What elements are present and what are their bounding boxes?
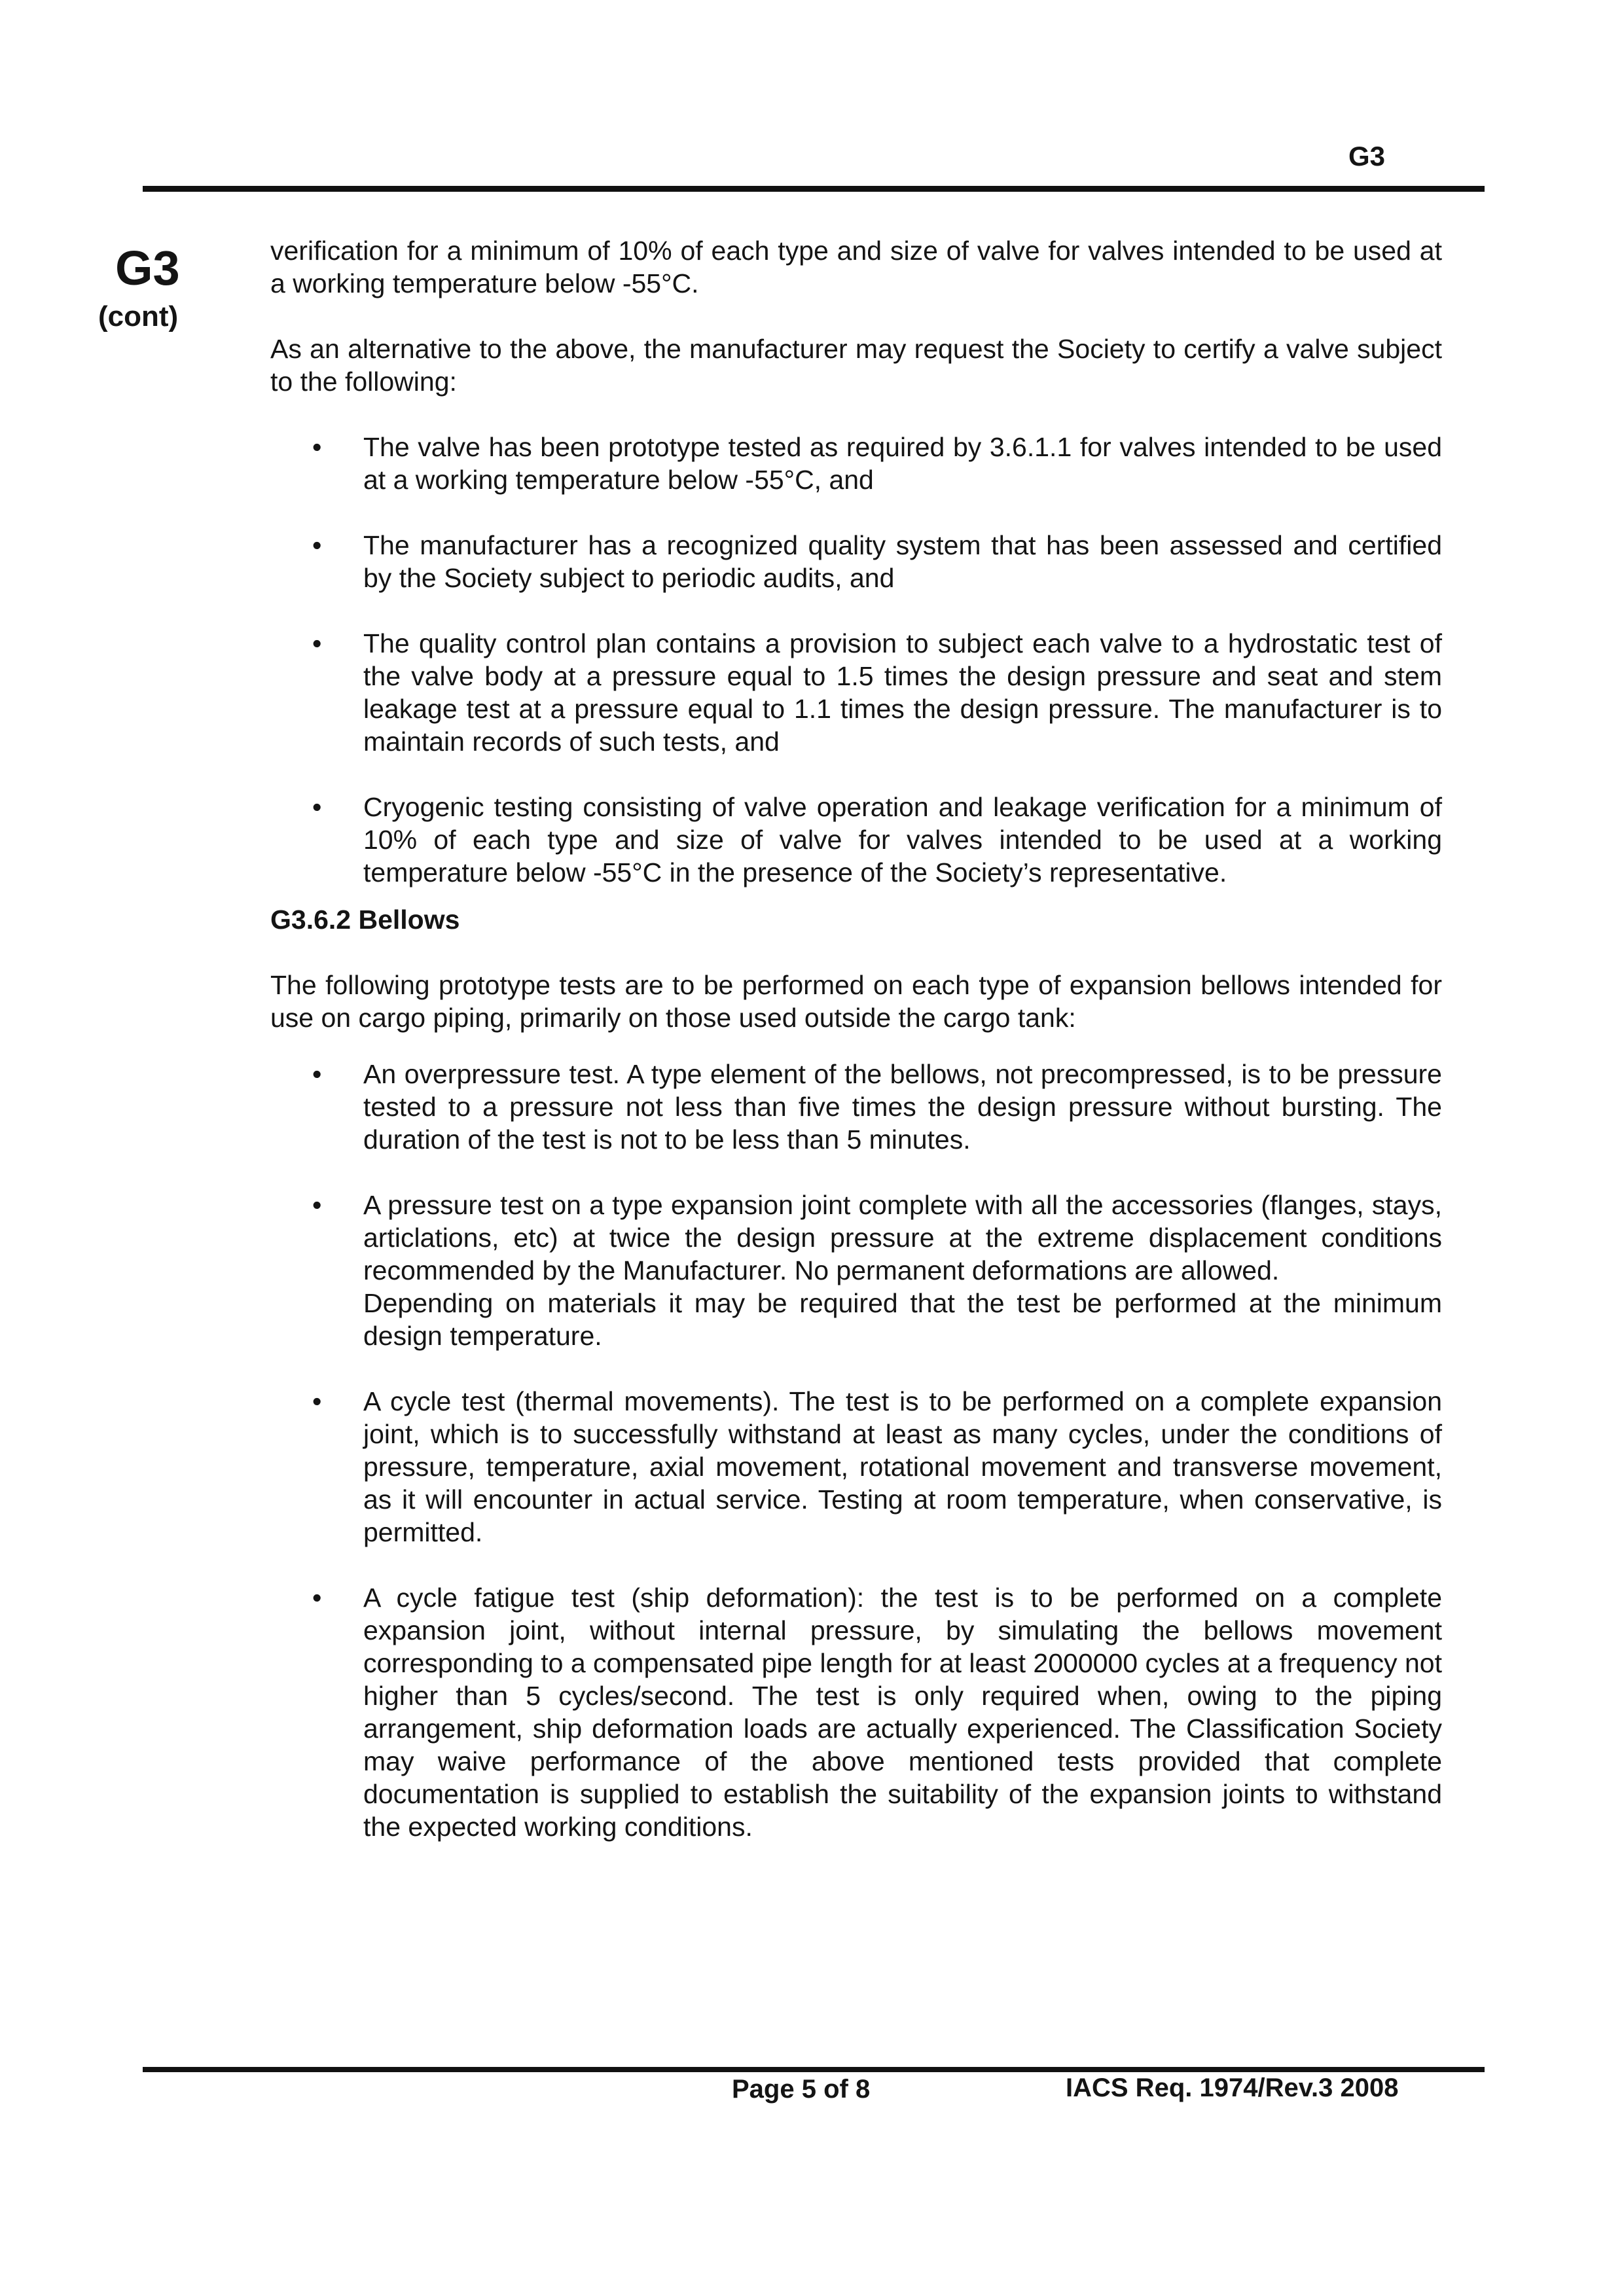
list-item <box>270 1189 1442 1352</box>
margin-section-code: G3 <box>115 241 180 295</box>
document-body <box>270 234 1442 1843</box>
bullet-icon: • <box>312 1059 322 1089</box>
bullet-icon: • <box>312 530 322 560</box>
alternative-paragraph: As an alternative to the above, the manufacturer may request the Society to certify a valve subject to the following: <box>270 334 1442 397</box>
list-item-text: The quality control plan contains a provision to subject each valve to a hydrostatic test of the valve body at a pressure equal to 1.5 times the design pressure and seat and stem leakage test at a pressure equal to 1.1 times the design pressure. The manufacturer is to maintain records of such tests, and <box>363 628 1442 757</box>
list-item <box>270 1385 1442 1549</box>
bellows-tests-list <box>270 1058 1442 1843</box>
section-heading-bellows: G3.6.2 Bellows <box>270 905 460 935</box>
list-item-text: Cryogenic testing consisting of valve operation and leakage verification for a minimum of 10% of each type and size of valve for valves intended to be used at a working temperature below -55°C in the presence of the Society’s representative. <box>363 792 1442 888</box>
list-item-text: The valve has been prototype tested as required by 3.6.1.1 for valves intended to be used at a working temperature below -55°C, and <box>363 432 1442 495</box>
bullet-icon: • <box>312 432 322 462</box>
list-item-subparagraph: Depending on materials it may be required that the test be performed at the minimum design temperature. <box>363 1288 1442 1351</box>
page-number: Page 5 of 8 <box>732 2075 871 2104</box>
list-item-text: The manufacturer has a recognized quality system that has been assessed and certified by the Society subject to periodic audits, and <box>363 530 1442 593</box>
list-item <box>270 431 1442 496</box>
header-rule <box>143 186 1485 192</box>
document-reference: IACS Req. 1974/Rev.3 2008 <box>1066 2073 1399 2102</box>
bullet-icon: • <box>312 1583 322 1613</box>
list-item-text: A cycle test (thermal movements). The test is to be performed on a complete expansion joint, which is to successfully withstand at least as many cycles, under the conditions of pressure, temperature, axial movement, rotational movement and transverse movement, as it will encounter in actual service. Testing at room temperature, when conservative, is permitted. <box>363 1386 1442 1547</box>
bullet-icon: • <box>312 1190 322 1220</box>
bullet-icon: • <box>312 628 322 658</box>
list-item <box>270 1581 1442 1843</box>
list-item <box>270 529 1442 594</box>
margin-continued-label: (cont) <box>98 300 179 332</box>
bullet-icon: • <box>312 1386 322 1416</box>
bellows-intro: The following prototype tests are to be performed on each type of expansion bellows intended for use on cargo piping, primarily on those used outside the cargo tank: <box>270 970 1442 1033</box>
list-item-text: An overpressure test. A type element of the bellows, not precompressed, is to be pressure tested to a pressure not less than five times the design pressure without bursting. The duration of the test is not to be less than 5 minutes. <box>363 1059 1442 1155</box>
footer-rule <box>143 2067 1485 2072</box>
header-section-code: G3 <box>1348 141 1386 171</box>
list-item-text: A cycle fatigue test (ship deformation): the test is to be performed on a complete expansion joint, without internal pressure, by simulating the bellows movement corresponding to a compensated pipe length for at least 2000000 cycles at a frequency not higher than 5 cycles/second. The test is only required when, owing to the piping arrangement, ship deformation loads are actually experienced. The Classification Society may waive performance of the above mentioned tests provided that complete documentation is supplied to establish the suitability of the expansion joints to withstand the expected working conditions. <box>363 1583 1442 1842</box>
list-item <box>270 627 1442 758</box>
list-item-text: A pressure test on a type expansion joint complete with all the accessories (flanges, stays, articlations, etc) at twice the design pressure at the extreme displacement conditions recommended by the Manufacturer. No permanent deformations are allowed. <box>363 1190 1442 1285</box>
intro-continuation: verification for a minimum of 10% of each type and size of valve for valves intended to be used at a working temperature below -55°C. <box>270 236 1442 298</box>
bullet-icon: • <box>312 792 322 822</box>
list-item <box>270 791 1442 889</box>
list-item <box>270 1058 1442 1156</box>
valve-requirements-list <box>270 431 1442 889</box>
